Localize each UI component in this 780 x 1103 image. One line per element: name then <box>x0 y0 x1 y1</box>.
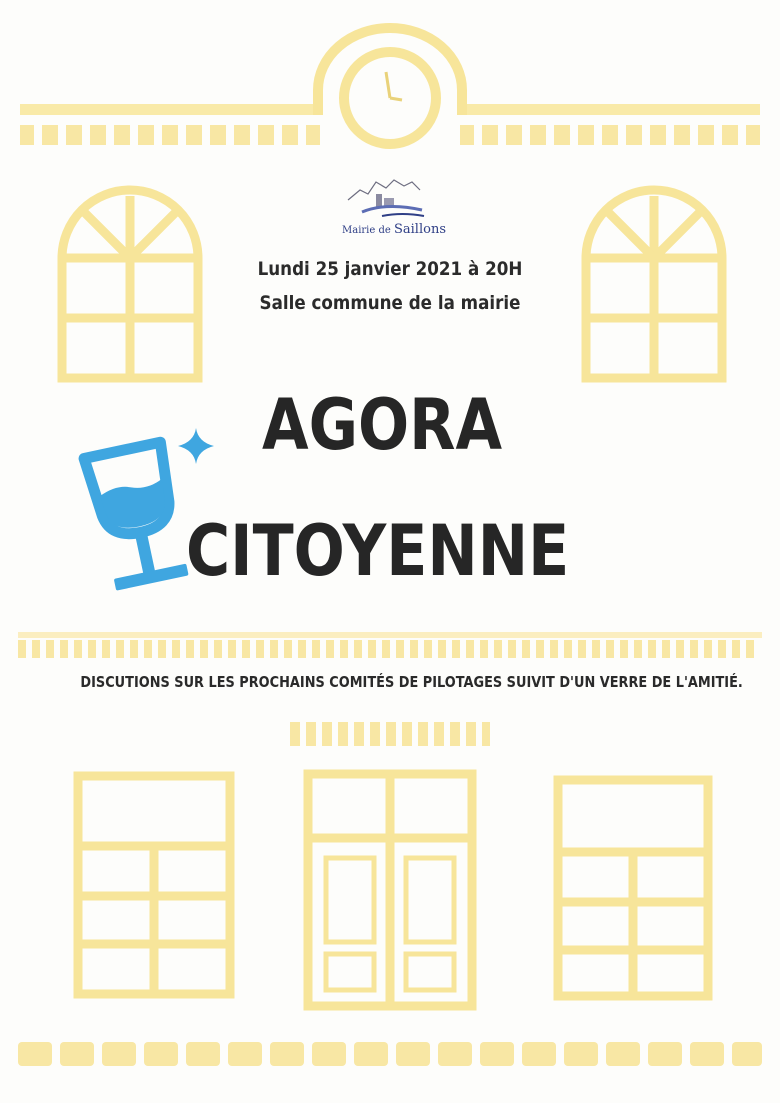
headline-line2: CITOYENNE <box>186 510 570 592</box>
village-logo-text <box>342 222 446 237</box>
lower-window-right <box>558 780 708 996</box>
village-logo <box>342 172 446 240</box>
middle-dentils <box>18 632 762 658</box>
sparkle-icon <box>176 426 216 466</box>
arched-window-left <box>62 190 198 378</box>
logo-name: Saillons <box>393 222 446 237</box>
logo-prefix: Mairie de <box>342 225 391 236</box>
lower-window-left <box>78 776 230 994</box>
door-lintel <box>290 722 490 746</box>
village-logo-icon <box>342 172 432 222</box>
event-description: DISCUTIONS SUR LES PROCHAINS COMITÉS DE PILOTAGES SUIVIT D'UN VERRE DE L'AMITIÉ. <box>80 673 743 691</box>
bottom-band <box>18 1042 762 1066</box>
clock-icon <box>386 72 402 100</box>
entrance-door <box>308 774 472 1006</box>
arched-window-right <box>586 190 722 378</box>
event-date: Lundi 25 janvier 2021 à 20H <box>257 258 523 280</box>
clock-pediment <box>318 28 462 144</box>
event-place: Salle commune de la mairie <box>259 292 521 314</box>
headline-line1: AGORA <box>262 384 503 466</box>
